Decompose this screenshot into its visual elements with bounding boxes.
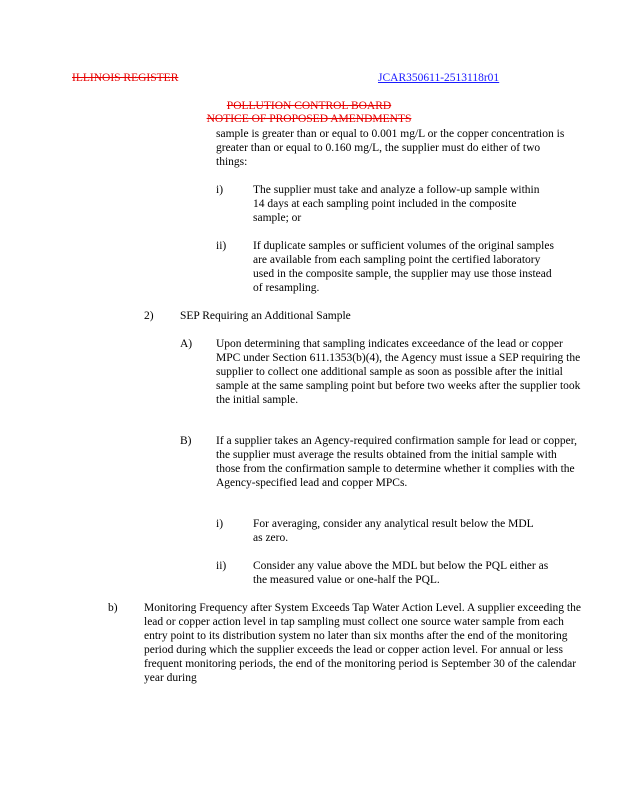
sub-B-i-text: For averaging, consider any analytical result below the MDL as zero. <box>253 518 534 544</box>
section-B-text: If a supplier takes an Agency-required confirmation sample for lead or copper, the supplier must average the results obtained from the initial sample with those from the confirmation sample to determine whether it complies with the Agency-specified lead and copper MPCs. <box>216 435 578 489</box>
sub-B-i-label: i) <box>216 518 224 530</box>
notice-title: NOTICE OF PROPOSED AMENDMENTS <box>206 113 412 125</box>
register-heading: ILLINOIS REGISTER <box>72 72 179 84</box>
agency-name: POLLUTION CONTROL BOARD <box>226 100 392 112</box>
jcar-code[interactable]: JCAR350611-2513118r01 <box>378 72 500 84</box>
item-i-label: i) <box>216 184 224 196</box>
section-b-text: Monitoring Frequency after System Exceeds Tap Water Action Level. A supplier exceeding the lead or copper action level in tap sampling must collect one source water sample from each entry point to its distribution system no later than six months after the end of the monitoring period during which the supplier exceeds the lead or copper action level. For annual or less frequent monitoring periods, the end of the monitoring period is September 30 of the calendar year during <box>144 602 581 684</box>
section-b-label: b) <box>108 602 118 614</box>
intro-paragraph: sample is greater than or equal to 0.001 mg/L or the copper concentration is greater than or equal to 0.160 mg/L, the supplier must do either of two things: <box>216 128 565 168</box>
section-A-label: A) <box>180 338 193 350</box>
sub-B-ii-text: Consider any value above the MDL but below the PQL either as the measured value or one-half the PQL. <box>253 560 549 586</box>
sub-B-ii-label: ii) <box>216 560 227 572</box>
section-2-title: SEP Requiring an Additional Sample <box>180 310 351 322</box>
item-ii-label: ii) <box>216 240 227 252</box>
section-A-text: Upon determining that sampling indicates exceedance of the lead or copper MPC under Section 611.1353(b)(4), the Agency must issue a SEP requiring the supplier to collect one additional sample as soon as possible after the initial sample at the same sampling point but before two weeks after the supplier took the initial sample. <box>216 338 581 406</box>
item-ii-text: If duplicate samples or sufficient volumes of the original samples are available from each sampling point the certified laboratory used in the composite sample, the supplier may use those instead of resampling. <box>253 240 554 294</box>
section-2-label: 2) <box>144 310 154 322</box>
item-i-text: The supplier must take and analyze a follow-up sample within 14 days at each sampling point included in the composite sample; or <box>253 184 540 224</box>
section-B-label: B) <box>180 435 192 447</box>
